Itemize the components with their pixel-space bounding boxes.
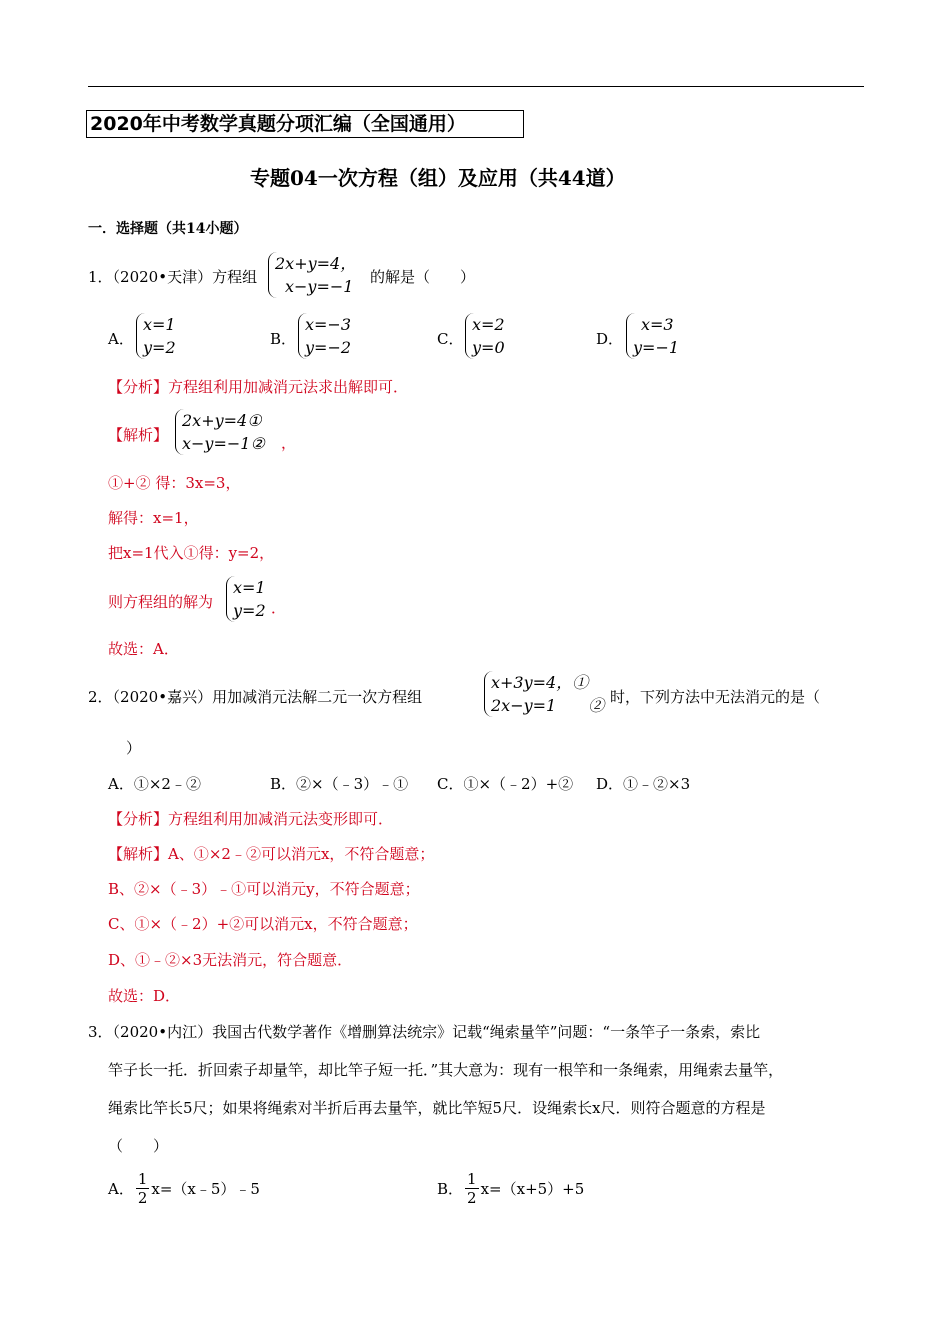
q1-sol-eq2: x−y=−1② [182,434,265,453]
q1-sol-comma: ， [281,434,297,452]
q1-step1: ①+② 得：3x=3， [108,474,241,492]
q1-analysis: 【分析】方程组利用加减消元法求出解即可． [108,378,409,396]
q1-option-a-row2: y=2 [143,338,176,357]
q2-eq2: 2x−y=1 ② [491,696,605,715]
q1-solution-label: 【解析】 [108,426,169,444]
q1-option-c-row2: y=0 [472,338,505,357]
q1-option-c [465,313,505,359]
q1-step2: 解得：x=1， [108,509,199,527]
series-title: 2020年中考数学真题分项汇编（全国通用） [86,110,524,138]
q2-paren-close: ） [126,739,142,757]
q1-eq2: x−y=−1 [285,277,354,296]
q1-equation-system [268,252,356,298]
q1-option-c-label: C． [437,330,464,348]
q1-option-b-row1: x=−3 [305,315,352,334]
fraction-numerator: 1 [137,1170,148,1188]
q1-option-d-row1: x=3 [641,315,674,334]
one-half-fraction [465,1170,479,1207]
page-title: 专题04一次方程（组）及应用（共44道） [250,166,626,190]
q1-answer: 故选：A． [108,640,179,658]
section-heading: 一．选择题（共14小题） [88,221,248,237]
q2-prefix: 2．（2020•嘉兴）用加减消元法解二元一次方程组 [88,688,423,706]
q2-suffix: 时，下列方法中无法消元的是（ [610,688,821,706]
q2-option-d: D．①﹣②×3 [596,775,691,793]
q3-option-a-expression: x=（x﹣5）﹣5 [151,1180,260,1198]
fraction-numerator: 1 [467,1170,477,1188]
q1-option-c-row1: x=2 [472,315,505,334]
q1-solution-system [175,409,265,455]
q1-eq1: 2x+y=4， [275,254,357,273]
q3-line3: 绳索比竿长5尺；如果将绳索对半折后再去量竿，就比竿短5尺．设绳索长x尺．则符合题意的方程是 [108,1099,766,1117]
q2-option-c: C．①×（﹣2）+② [437,775,574,793]
one-half-fraction [136,1170,150,1207]
q1-option-a-label: A． [108,330,134,348]
q1-option-d [626,313,679,359]
q1-step4-suffix: ． [271,599,287,617]
q3-option-b [437,1170,584,1207]
q3-option-a-label: A． [108,1180,134,1198]
q1-suffix: 的解是（ ） [370,268,476,286]
q3-line2: 竿子长一托．折回索子却量竿，却比竿子短一托．”其大意为：现有一根竿和一条绳索，用绳索去量竿， [108,1061,784,1079]
q1-step3: 把x=1代入①得：y=2， [108,544,275,562]
q3-option-b-expression: x=（x+5）+5 [480,1180,585,1198]
q3-option-b-label: B． [437,1180,464,1198]
fraction-denominator: 2 [137,1189,148,1207]
q1-option-d-label: D． [596,330,624,348]
q2-solution-2: B、②×（﹣3）﹣①可以消元y，不符合题意； [108,880,420,898]
q1-option-b-label: B． [270,330,297,348]
q3-line1: 3．（2020•内江）我国古代数学著作《增删算法统宗》记载“绳索量竿”问题：“一条竿子一条索，索比 [88,1023,761,1041]
q1-step4-row2: y=2 [233,601,266,620]
q2-solution-4: D、①﹣②×3无法消元，符合题意． [108,951,353,969]
q2-analysis: 【分析】方程组利用加减消元法变形即可． [108,810,394,828]
q1-option-a [136,313,176,359]
q1-step4-system [226,576,266,622]
q1-prefix: 1．（2020•天津）方程组 [88,268,258,286]
q1-option-a-row1: x=1 [143,315,176,334]
q2-solution-1: 【解析】A、①×2﹣②可以消元x，不符合题意； [108,845,435,863]
q1-sol-eq1: 2x+y=4① [182,411,262,430]
q3-option-a [108,1170,260,1207]
q3-line4: （ ） [108,1137,169,1155]
q1-step4-row1: x=1 [233,578,266,597]
q1-step4-prefix: 则方程组的解为 [108,593,214,611]
q1-option-b [298,313,351,359]
q2-answer: 故选：D． [108,987,181,1005]
q2-option-a: A．①×2﹣② [108,775,201,793]
q2-option-b: B．②×（﹣3）﹣① [270,775,409,793]
q2-equation-system [484,671,604,717]
fraction-denominator: 2 [467,1189,477,1207]
q2-eq1: x+3y=4，① [491,673,589,692]
q1-option-d-row2: y=−1 [633,338,680,357]
header-rule [88,86,864,87]
q2-solution-3: C、①×（﹣2）+②可以消元x，不符合题意； [108,915,418,933]
q1-option-b-row2: y=−2 [305,338,352,357]
